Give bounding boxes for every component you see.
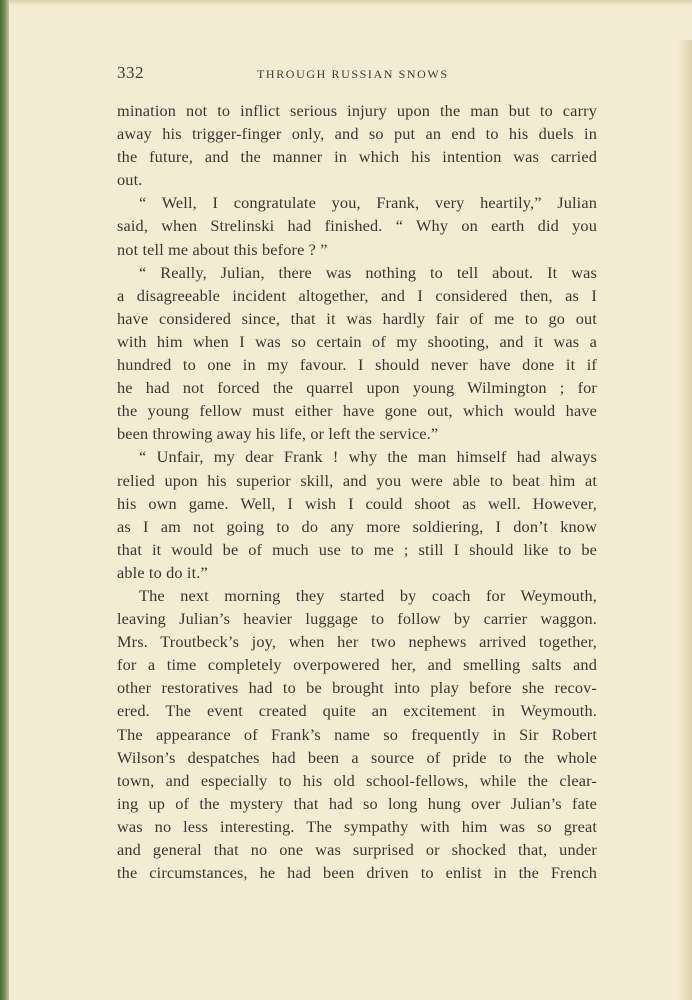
- text-line: “ Well, I congratulate you, Frank, very heartily,” Julian: [139, 193, 597, 213]
- text-line: able to do it.”: [117, 562, 208, 582]
- text-line: Wilson’s despatches had been a source of pride to the whole: [117, 747, 597, 767]
- page-right-shadow: [678, 40, 692, 1000]
- text-line: the circumstances, he had been driven to enlist in the French: [117, 863, 597, 883]
- text-line: as I am not going to do any more soldiering, I don’t know: [117, 516, 597, 536]
- text-line: a disagreeable incident altogether, and I considered then, as I: [117, 285, 597, 305]
- text-line: hundred to one in my favour. I should never have done it if: [117, 355, 597, 375]
- text-line: his own game. Well, I wish I could shoot as well. However,: [117, 493, 597, 513]
- text-line: not tell me about this before ? ”: [117, 239, 328, 259]
- text-line: with him when I was so certain of my shooting, and it was a: [117, 331, 597, 351]
- page-header: [117, 63, 597, 85]
- text-line: he had not forced the quarrel upon young Wilmington ; for: [117, 378, 597, 398]
- text-line: leaving Julian’s heavier luggage to follow by carrier waggon.: [117, 609, 597, 629]
- text-line: been throwing away his life, or left the service.”: [117, 424, 439, 444]
- text-line: the future, and the manner in which his intention was carried: [117, 147, 597, 167]
- text-line: that it would be of much use to me ; still I should like to be: [117, 539, 597, 559]
- text-line: other restoratives had to be brought into play before she recov-: [117, 678, 597, 698]
- running-head: THROUGH RUSSIAN SNOWS: [257, 67, 449, 81]
- text-line: said, when Strelinski had finished. “ Why on earth did you: [117, 216, 597, 236]
- text-line: was no less interesting. The sympathy with him was so great: [117, 816, 597, 836]
- text-line: ered. The event created quite an excitement in Weymouth.: [117, 701, 597, 721]
- page-top-shadow: [9, 0, 692, 6]
- text-line: have considered since, that it was hardly fair of me to go out: [117, 308, 597, 328]
- page-number: 332: [117, 63, 144, 82]
- body-text: [117, 99, 597, 884]
- text-line: ing up of the mystery that had so long hung over Julian’s fate: [117, 793, 597, 813]
- text-line: relied upon his superior skill, and you were able to beat him at: [117, 470, 597, 490]
- text-line: for a time completely overpowered her, and smelling salts and: [117, 655, 597, 675]
- text-line: away his trigger-finger only, and so put an end to his duels in: [117, 124, 597, 144]
- page-binding-edge: [0, 0, 9, 1000]
- text-line: the young fellow must either have gone out, which would have: [117, 401, 597, 421]
- text-line: The appearance of Frank’s name so frequently in Sir Robert: [117, 724, 597, 744]
- text-line: The next morning they started by coach for Weymouth,: [139, 585, 597, 605]
- text-line: town, and especially to his old school-fellows, while the clear-: [117, 770, 597, 790]
- text-line: “ Really, Julian, there was nothing to tell about. It was: [139, 262, 597, 282]
- text-line: and general that no one was surprised or shocked that, under: [117, 840, 597, 859]
- text-line: out.: [117, 170, 143, 190]
- text-line: mination not to inflict serious injury upon the man but to carry: [117, 101, 597, 120]
- text-line: Mrs. Troutbeck’s joy, when her two nephews arrived together,: [117, 632, 597, 652]
- text-line: “ Unfair, my dear Frank ! why the man himself had always: [139, 447, 597, 467]
